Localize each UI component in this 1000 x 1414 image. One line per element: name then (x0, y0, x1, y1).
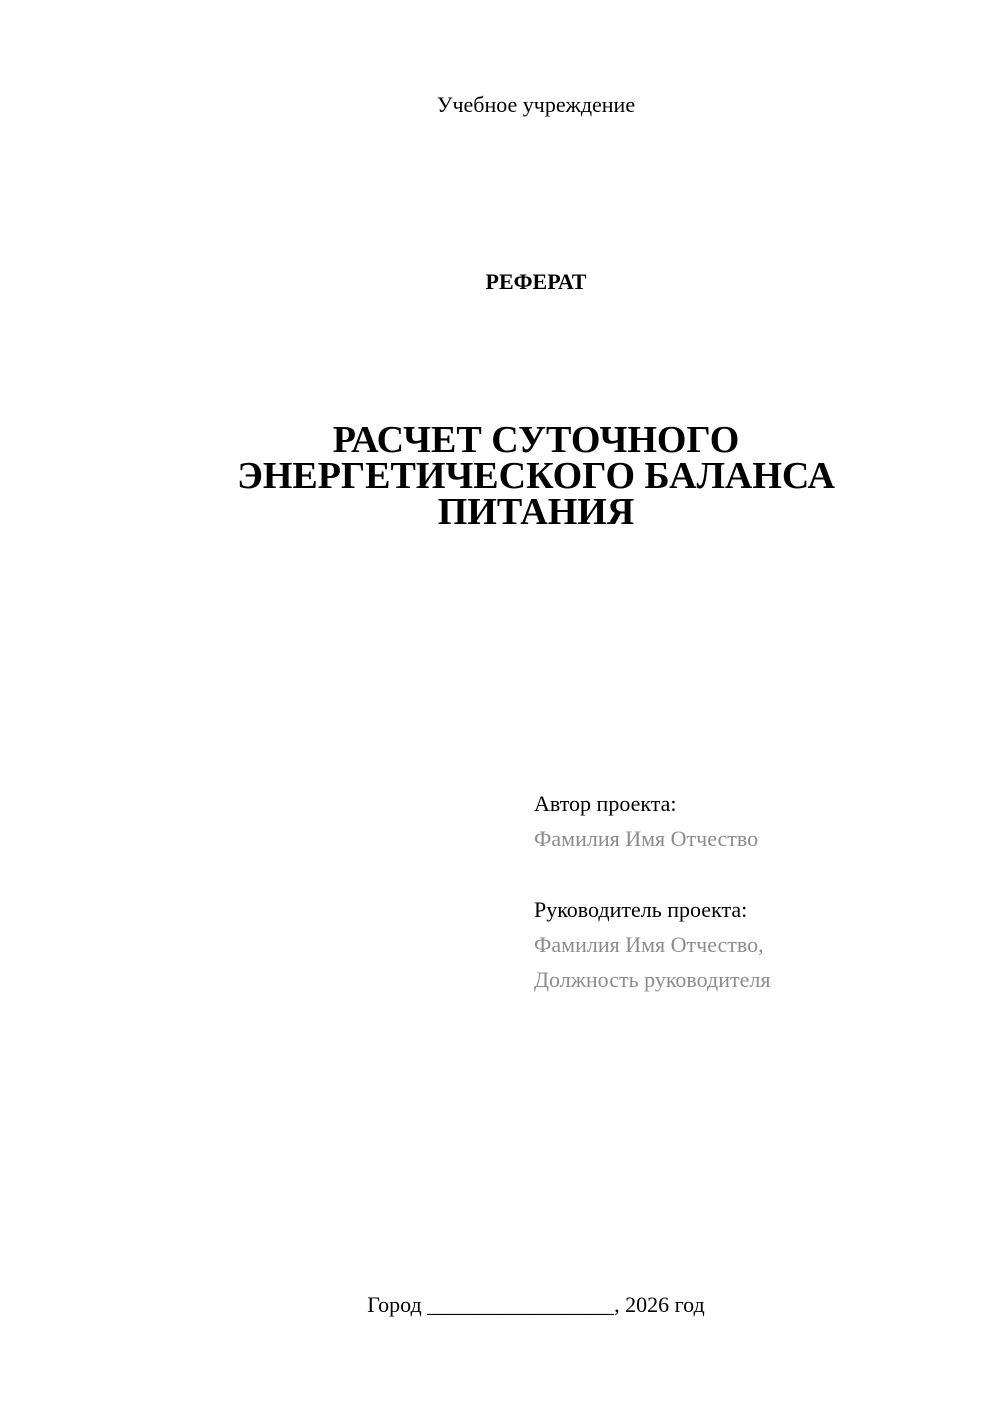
institution-name: Учебное учреждение (436, 92, 636, 117)
credits-block (534, 786, 974, 997)
document-type: РЕФЕРАТ (485, 269, 587, 294)
title-line-3: ПИТАНИЯ (437, 491, 635, 533)
document-title (0, 419, 1000, 533)
credits-spacer (534, 856, 974, 892)
supervisor-name: Фамилия Имя Отчество, (534, 932, 764, 957)
author-label: Автор проекта: (534, 791, 677, 816)
supervisor-label: Руководитель проекта: (534, 897, 748, 922)
author-name: Фамилия Имя Отчество (534, 826, 759, 851)
supervisor-position: Должность руководителя (534, 967, 771, 992)
title-line-1: РАСЧЕТ СУТОЧНОГО (332, 419, 740, 461)
city-year-footer: Город _________________, 2026 год (367, 1292, 705, 1317)
title-line-2: ЭНЕРГЕТИЧЕСКОГО БАЛАНСА (237, 455, 835, 497)
